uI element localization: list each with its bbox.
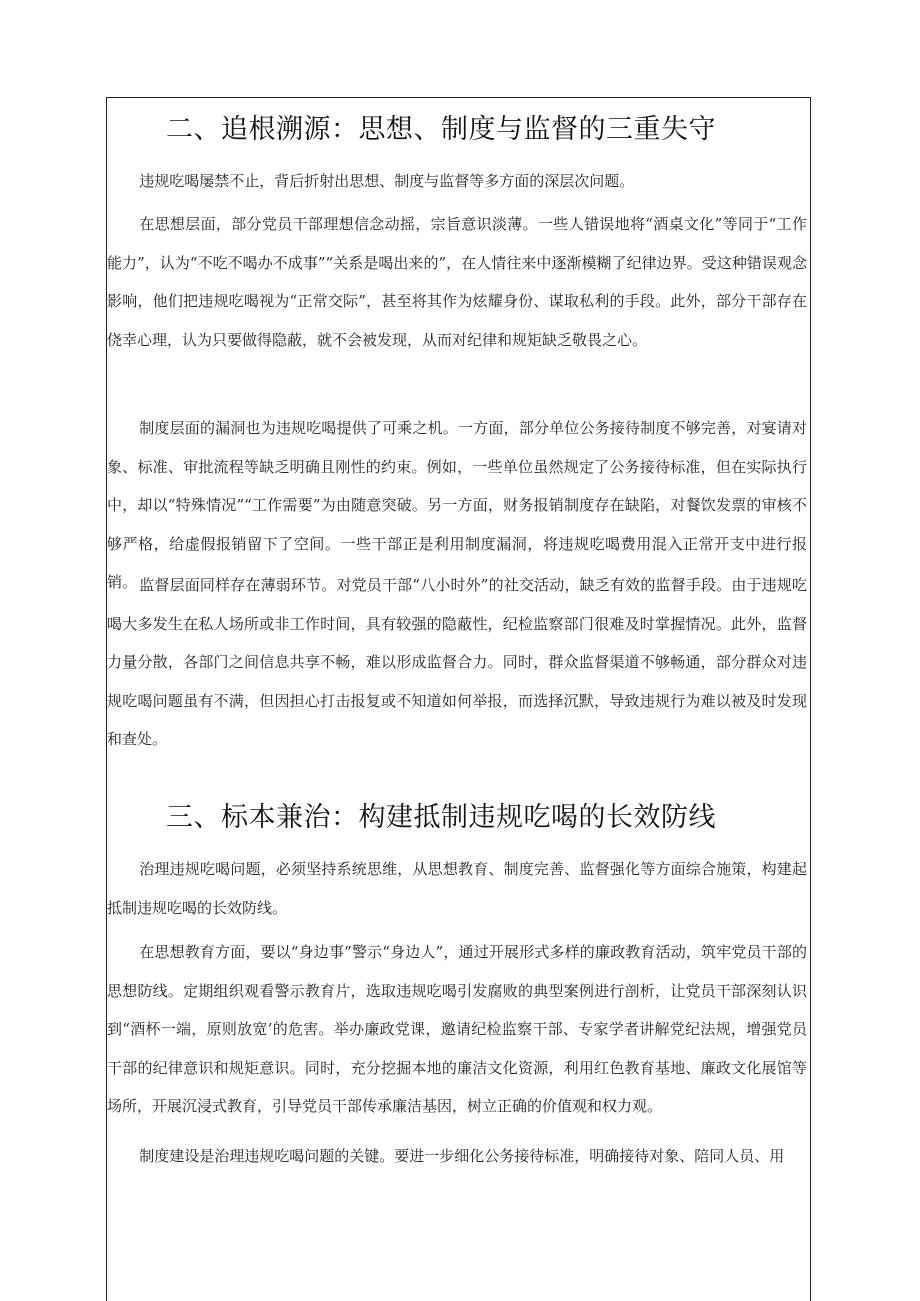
paragraph-system-level: 制度层面的漏洞也为违规吃喝提供了可乘之机。一方面，部分单位公务接待制度不够完善，对宴请对象、标准、审批流程等缺乏明确且刚性的约束。例如，一些单位虽然规定了公务接待标准，但在实际执行中，却以“特殊情况”“工作需要”为由随意突破。另一方面，财务报销制度存在缺陷，对餐饮发票的审核不够严格，给虚假报销留下了空间。一些干部正是利用制度漏洞，将违规吃喝费用混入正常开支中进行报销。	[107, 419, 807, 592]
paragraph-system-building: 制度建设是治理违规吃喝问题的关键。要进一步细化公务接待标准，明确接待对象、陪同人员、用	[139, 1147, 785, 1165]
paragraph-intro-causes: 违规吃喝屡禁不止，背后折射出思想、制度与监督等多方面的深层次问题。	[139, 172, 635, 190]
paragraph-ideology-level: 在思想层面，部分党员干部理想信念动摇，宗旨意识淡薄。一些人错误地将“酒桌文化”等同于“工作能力”，认为“不吃不喝办不成事”“关系是喝出来的”，在人情往来中逐渐模糊了纪律边界。受这种错误观念影响，他们把违规吃喝视为“正常交际”，甚至将其作为炫耀身份、谋取私利的手段。此外，部分干部存在侥幸心理，认为只要做得隐蔽，就不会被发现，从而对纪律和规矩缺乏敬畏之心。	[107, 215, 807, 349]
paragraph-supervision-level: 监督层面同样存在薄弱环节。对党员干部“八小时外”的社交活动，缺乏有效的监督手段。由于违规吃喝大多发生在私人场所或非工作时间，具有较强的隐蔽性，纪检监察部门很难及时掌握情况。此外，监督力量分散，各部门之间信息共享不畅，难以形成监督合力。同时，群众监督渠道不够畅通，部分群众对违规吃喝问题虽有不满，但因担心打击报复或不知道如何举报，而选择沉默，导致违规行为难以被及时发现和查处。	[107, 576, 807, 749]
section-heading-root-causes: 二、追根溯源：思想、制度与监督的三重失守	[166, 114, 716, 145]
section-heading-comprehensive-governance: 三、标本兼治：构建抵制违规吃喝的长效防线	[166, 802, 716, 833]
paragraph-intro-governance: 治理违规吃喝问题，必须坚持系统思维，从思想教育、制度完善、监督强化等方面综合施策，构建起抵制违规吃喝的长效防线。	[107, 860, 807, 917]
paragraph-ideological-education: 在思想教育方面，要以“身边事”警示“身边人”，通过开展形式多样的廉政教育活动，筑牢党员干部的思想防线。定期组织观看警示教育片，选取违规吃喝引发腐败的典型案例进行剖析，让党员干部深刻认识到“酒杯一端，原则放宽’的危害。举办廉政党课，邀请纪检监察干部、专家学者讲解党纪法规，增强党员干部的纪律意识和规矩意识。同时，充分挖掘本地的廉洁文化资源，利用红色教育基地、廉政文化展馆等场所，开展沉浸式教育，引导党员干部传承廉洁基因，树立正确的价值观和权力观。	[107, 943, 807, 1116]
